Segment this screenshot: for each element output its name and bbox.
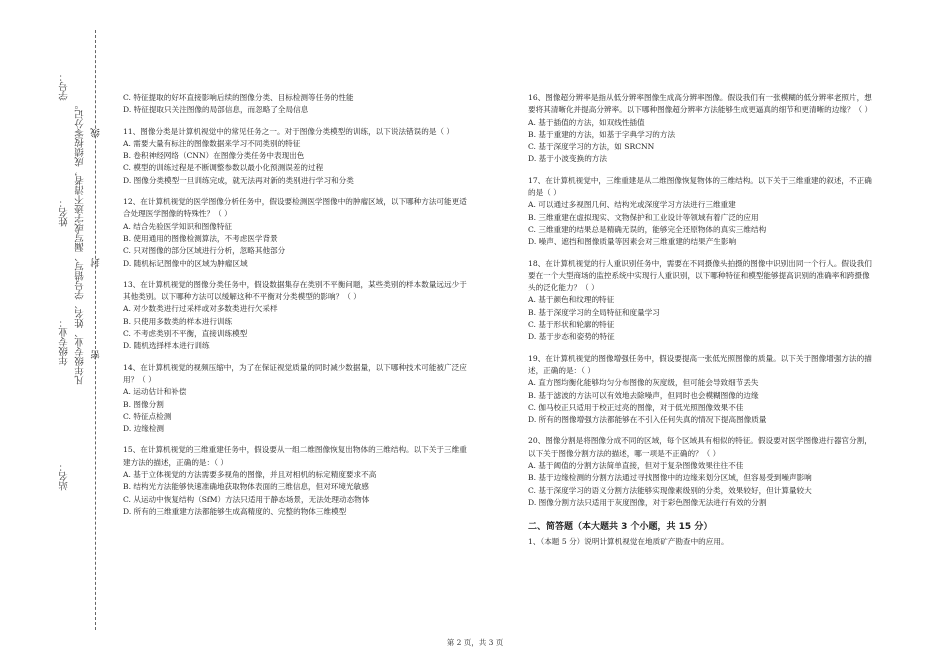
left-column — [123, 92, 468, 527]
option: B. 图像分割 — [123, 399, 164, 409]
student-id-label: 学号： — [59, 72, 70, 101]
option: A. 基于插值的方法，如双线性插值 — [528, 117, 645, 127]
question-stem: 18、在计算机视觉的行人重识别任务中，需要在不同摄像头拍摄的图像中识别出同一个行人。假设我们要在一个大型商场的监控系统中实现行人重识别，以下哪种特征和模型能够提高识别的准确率和跨摄像头的泛化能力？（ ） — [528, 258, 872, 293]
option: A. 运动估计和补偿 — [123, 387, 187, 397]
option: D. 所有的三维重建方法都能够生成高精度的、完整的物体三维模型 — [123, 506, 347, 516]
question-16 — [528, 92, 873, 166]
option: A. 需要大量有标注的图像数据来学习不同类别的特征 — [123, 138, 301, 148]
option: C. 基于深度学习的方法，如 SRCNN — [528, 142, 655, 152]
question-12 — [123, 196, 468, 270]
option: D. 基于小波变换的方法 — [528, 154, 607, 164]
question-stem: 19、在计算机视觉的图像增强任务中，假设要提高一张低光照图像的质量。以下关于图像增强方法的描述，正确的是：（ ） — [528, 353, 872, 375]
question-stem: 14、在计算机视觉的视频压缩中，为了在保证视觉质量的同时减少数据量，以下哪种技术可能被广泛应用？（ ） — [123, 362, 467, 384]
binding-mark-xian: 线 — [91, 128, 102, 138]
question-15 — [123, 444, 468, 518]
option: A. 可以通过多视图几何、结构光或深度学习方法进行三维重建 — [528, 200, 736, 210]
option: C. 模型的训练过程是不断调整参数以最小化预测误差的过程 — [123, 163, 324, 173]
question-17 — [528, 175, 873, 249]
question-10-tail — [123, 92, 468, 117]
binding-mark-feng: 封 — [91, 258, 102, 268]
section-title-short-answer: 二、简答题（本大题共 3 个小题，共 15 分） — [528, 522, 713, 533]
option: D. 随机标记图像中的区域为肿瘤区域 — [123, 258, 248, 268]
option: B. 基于重建的方法，如基于字典学习的方法 — [528, 129, 676, 139]
option: B. 卷积神经网络（CNN）在图像分类任务中表现出色 — [123, 151, 305, 161]
option: A. 对少数类进行过采样或对多数类进行欠采样 — [123, 304, 278, 314]
option: A. 基于颜色和纹理的特征 — [528, 295, 615, 305]
binding-notice: 凡年级专业、姓名、学号错写、漏写或字迹不清者，成绩按零分记。 — [75, 100, 86, 385]
option: D. 随机选择样本进行训练 — [123, 341, 210, 351]
page-footer: 第 2 页，共 3 页 — [446, 638, 504, 647]
question-stem: 11、图像分类是计算机视觉中的常见任务之一。对于图像分类模型的训练，以下说法错误的是（ ） — [123, 126, 455, 136]
option: C. 基于形状和轮廓的特征 — [528, 320, 615, 330]
option: B. 三维重建在虚拟现实、文物保护和工业设计等领域有着广泛的应用 — [528, 212, 759, 222]
option: D. 图像分类模型一旦训练完成，就无法再对新的类别进行学习和分类 — [123, 175, 354, 185]
option: C. 伽马校正只适用于校正过亮的图像，对于低光照图像效果不佳 — [528, 402, 744, 412]
question-stem: 20、图像分割是将图像分成不同的区域，每个区域具有相似的特征。假设要对医学图像进行器官分割，以下关于图像分割方法的描述，哪一项是不正确的？（ ） — [528, 436, 872, 458]
option: A. 结合先验医学知识和图像特征 — [123, 221, 233, 231]
option: C. 特征点检测 — [123, 411, 172, 421]
option: B. 基于滤波的方法可以有效地去除噪声，但同时也会模糊图像的边缘 — [528, 390, 759, 400]
question-13 — [123, 279, 468, 353]
option: B. 基于边缘检测的分割方法通过寻找图像中的边缘来划分区域，但容易受到噪声影响 — [528, 473, 812, 483]
question-14 — [123, 362, 468, 436]
question-stem: 13、在计算机视觉的图像分类任务中，假设数据集存在类别不平衡问题，某些类别的样本数量远远少于其他类别。以下哪种方法可以缓解这种不平衡对分类模型的影响？（ ） — [123, 279, 467, 302]
option: B. 只使用多数类的样本进行训练 — [123, 316, 233, 326]
option: C. 从运动中恢复结构（SfM）方法只适用于静态场景，无法处理动态物体 — [123, 494, 370, 504]
option: A. 直方图均衡化能够均匀分布图像的灰度级，但可能会导致细节丢失 — [528, 378, 759, 388]
question-11 — [123, 126, 468, 187]
station-label: 站名： — [59, 462, 70, 491]
name-label: 姓名： — [59, 198, 70, 227]
option: D. 图像分割方法只适用于灰度图像，对于彩色图像无法进行有效的分割 — [528, 497, 767, 507]
binding-margin — [0, 0, 100, 672]
option: D. 所有的图像增强方法都能够在不引入任何失真的情况下提高图像质量 — [528, 415, 767, 425]
option: B. 结构光方法能够快速准确地获取物体表面的三维信息，但对环境光敏感 — [123, 482, 369, 492]
short-answer-question-1: 1、（本题 5 分）说明计算机视觉在地质矿产勘查中的应用。 — [528, 536, 729, 546]
binding-mark-mi: 密 — [91, 350, 102, 360]
binding-dashed-line-outer — [95, 30, 96, 630]
question-19 — [528, 353, 873, 427]
option: C. 基于深度学习的语义分割方法能够实现像素级别的分类，效果较好，但计算量较大 — [528, 485, 812, 495]
option: B. 基于深度学习的全局特征和度量学习 — [528, 307, 660, 317]
option: D. 特征提取只关注图像的局部信息，而忽略了全局信息 — [123, 105, 309, 115]
question-stem: 16、图像超分辨率是指从低分辨率图像生成高分辨率图像。假设我们有一张模糊的低分辨率老照片，想要将其清晰化并提高分辨率。以下哪种图像超分辨率方法能够生成更逼真的细节和更清晰的边缘？（ ） — [528, 93, 873, 115]
option: C. 只对图像的部分区域进行分析，忽略其他部分 — [123, 246, 286, 256]
option: A. 基于立体视觉的方法需要多视角的图像，并且对相机的标定精度要求不高 — [123, 470, 377, 480]
option: D. 边缘检测 — [123, 424, 165, 434]
question-stem: 15、在计算机视觉的三维重建任务中，假设要从一组二维图像恢复出物体的三维结构。以下关于三维重建方法的描述，正确的是：（ ） — [123, 445, 467, 467]
option: D. 基于步态和姿势的特征 — [528, 332, 615, 342]
option: C. 特征提取的好坏直接影响后续的图像分类、目标检测等任务的性能 — [123, 93, 354, 102]
option: B. 使用通用的图像检测算法，不考虑医学背景 — [123, 233, 278, 243]
right-column — [528, 92, 873, 548]
option: C. 三维重建的结果总是精确无误的，能够完全还原物体的真实三维结构 — [528, 224, 767, 234]
question-stem: 17、在计算机视觉中，三维重建是从二维图像恢复物体的三维结构。以下关于三维重建的叙述，不正确的是（ ） — [528, 175, 872, 198]
option: C. 不考虑类别不平衡，直接训练模型 — [123, 329, 248, 339]
grade-major-label: 年级专业： — [59, 318, 70, 366]
option: D. 噪声、遮挡和图像质量等因素会对三维重建的结果产生影响 — [528, 237, 737, 247]
question-18 — [528, 258, 873, 344]
question-stem: 12、在计算机视觉的医学图像分析任务中，假设要检测医学图像中的肿瘤区域，以下哪种方法可能更适合处理医学图像的特殊性？（ ） — [123, 197, 467, 219]
question-20 — [528, 435, 873, 509]
option: A. 基于阈值的分割方法简单直接，但对于复杂图像效果往往不佳 — [528, 461, 744, 471]
